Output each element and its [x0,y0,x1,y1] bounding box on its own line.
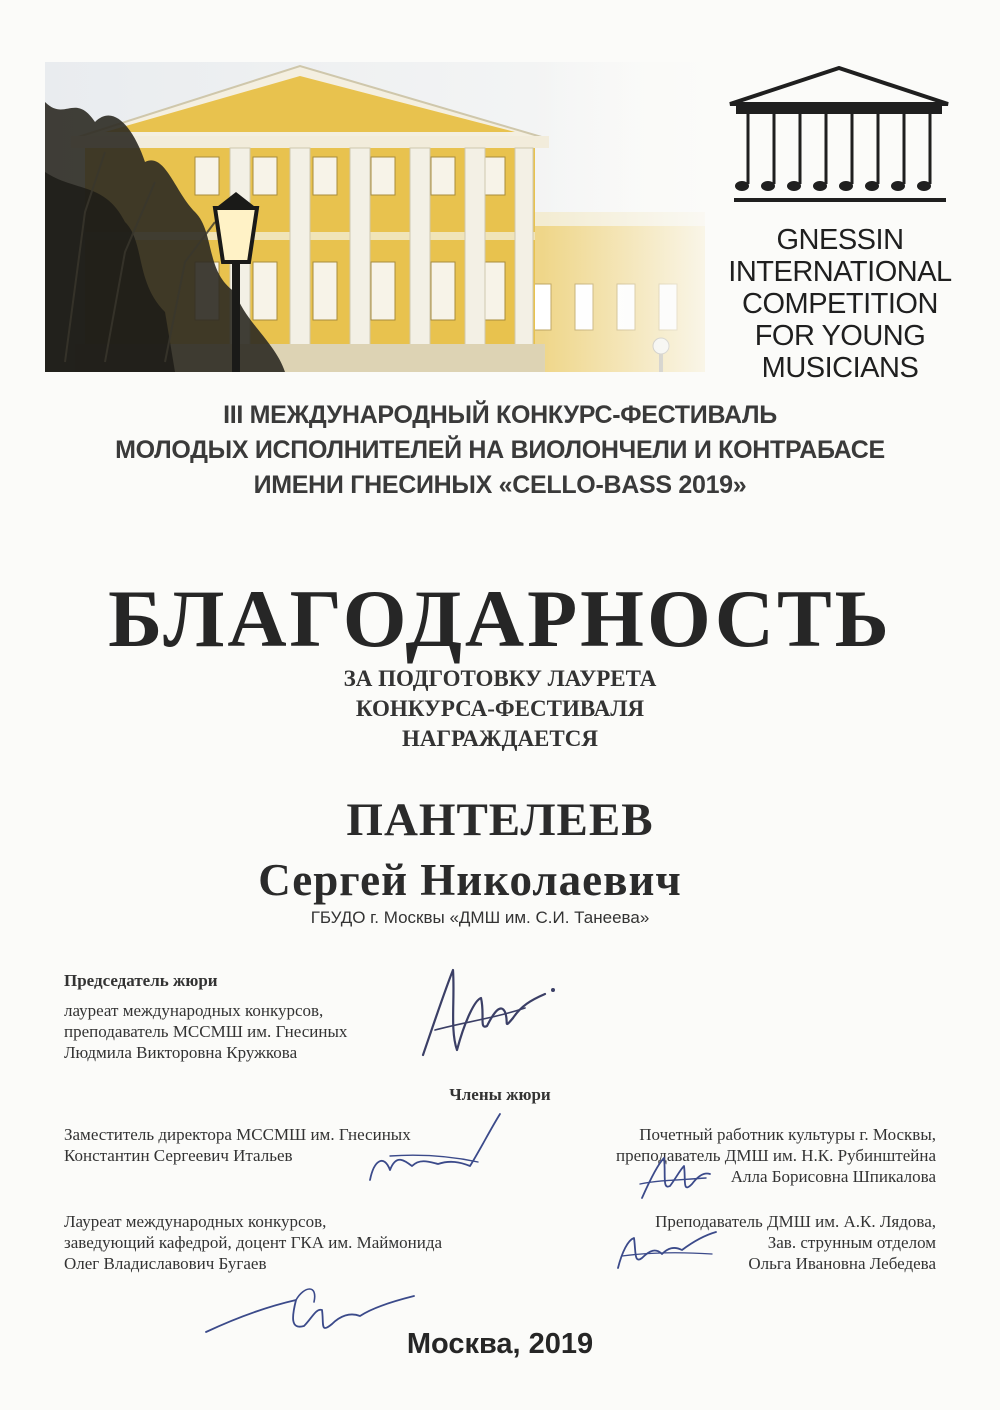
logo-text [712,224,968,384]
city-year: Москва, 2019 [406,1328,594,1360]
building-photo [45,62,735,372]
festival-name [0,398,1000,503]
festival-line: III МЕЖДУНАРОДНЫЙ КОНКУРС-ФЕСТИВАЛЬ [223,401,777,429]
jury-chair-line: лауреат международных конкурсов, [64,1001,324,1020]
jury-member-line: Преподаватель ДМШ им. А.К. Лядова, [655,1212,936,1231]
jury-member-line: Почетный работник культуры г. Москвы, [639,1125,936,1144]
awardee-given-name: Сергей Николаевич [258,855,682,905]
logo-line: FOR YOUNG [754,320,926,352]
festival-line: МОЛОДЫХ ИСПОЛНИТЕЛЕЙ НА ВИОЛОНЧЕЛИ И КОНТРАБАСЕ [115,436,885,464]
jury-member-line: Заместитель директора МССМШ им. Гнесиных [64,1125,411,1144]
jury-member-line: Зав. струнным отделом [767,1233,936,1252]
member-signature [612,1228,722,1278]
logo-line: INTERNATIONAL [728,256,952,288]
award-reason-line: ЗА ПОДГОТОВКУ ЛАУРЕТА [343,666,657,691]
award-reason-line: КОНКУРСА-ФЕСТИВАЛЯ [355,696,645,721]
jury-members-heading: Члены жюри [449,1085,551,1104]
logo-line: COMPETITION [742,288,938,320]
awardee-school: ГБУДО г. Москвы «ДМШ им. С.И. Танеева» [310,908,650,927]
jury-member-line: заведующий кафедрой, доцент ГКА им. Маймонида [64,1233,443,1252]
jury-chair-heading: Председатель жюри [64,971,218,990]
jury-member-line: преподаватель ДМШ им. Н.К. Рубинштейна [615,1146,936,1165]
festival-line: ИМЕНИ ГНЕСИНЫХ «CELLO-BASS 2019» [253,471,747,499]
award-reason [0,664,1000,754]
jury-member [64,1124,411,1166]
jury-member [64,1211,442,1274]
jury-member-line: Олег Владиславович Бугаев [64,1254,267,1273]
member-signature [360,1110,510,1190]
award-reason-line: НАГРАЖДАЕТСЯ [402,726,598,751]
temple-logo-icon [726,66,952,206]
awardee-surname: ПАНТЕЛЕЕВ [346,794,654,846]
jury-member-line: Константин Сергеевич Итальев [64,1146,293,1165]
chair-signature [405,960,565,1070]
member-signature [636,1150,716,1206]
jury-chair-line: преподаватель МССМШ им. Гнесиных [64,1022,348,1041]
jury-member-line: Ольга Ивановна Лебедева [748,1254,936,1273]
jury-member-line: Лауреат международных конкурсов, [64,1212,327,1231]
jury-chair-line: Людмила Викторовна Кружкова [64,1043,298,1062]
logo-line: MUSICIANS [761,352,919,384]
jury-member-line: Алла Борисовна Шпикалова [730,1167,936,1186]
logo-line: GNESSIN [776,224,904,256]
jury-chair-details [64,1000,347,1063]
certificate-title: БЛАГОДАРНОСТЬ [108,573,892,664]
